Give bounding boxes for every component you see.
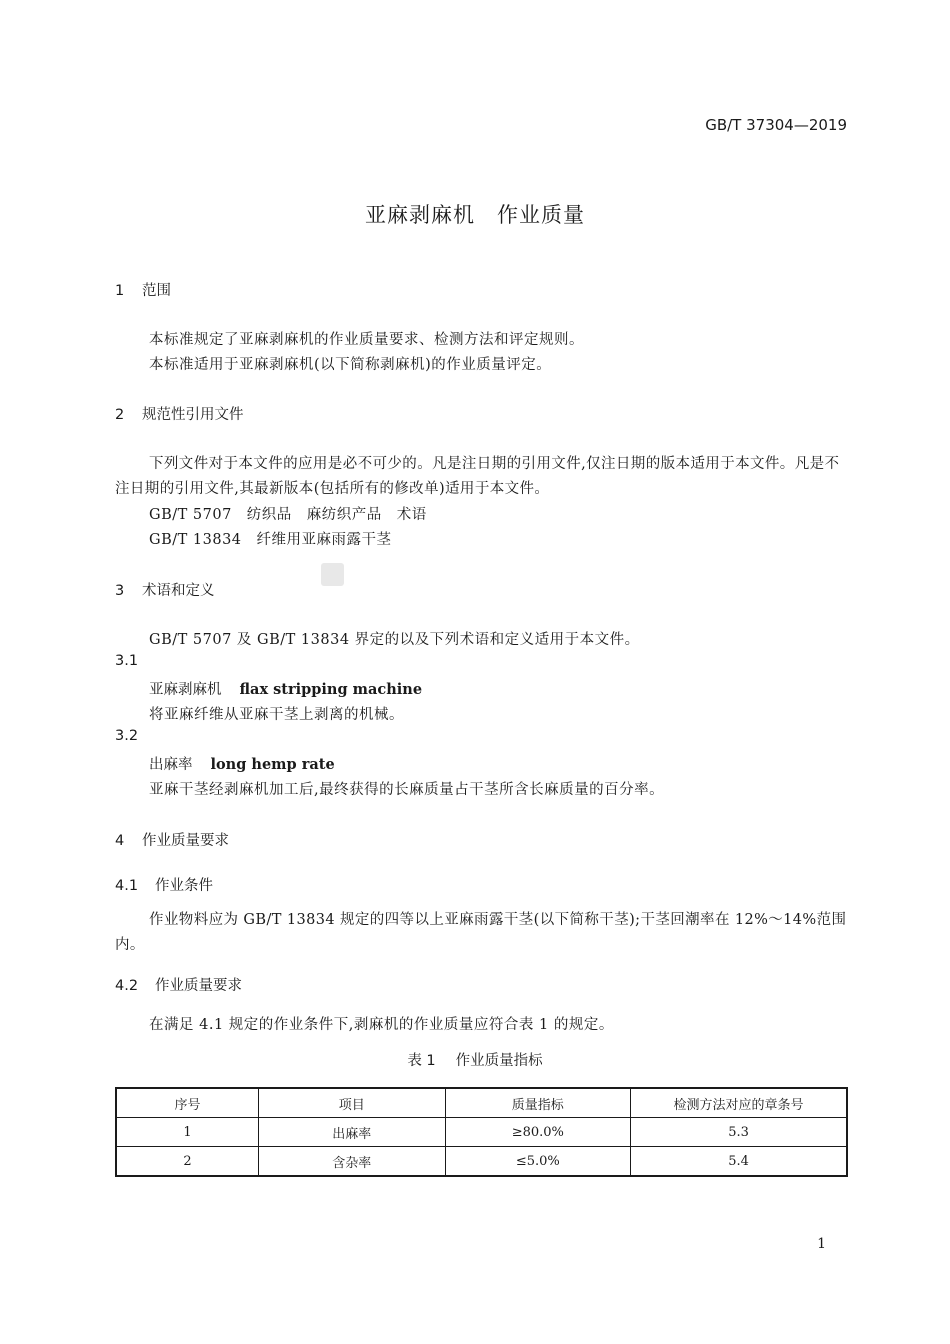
- term-definition: 亚麻干茎经剥麻机加工后,最终获得的长麻质量占干茎所含长麻质量的百分率。: [149, 782, 665, 798]
- term-en: flax stripping machine: [239, 681, 423, 698]
- table-label: 表 1: [407, 1053, 436, 1069]
- table-cell: 5.4: [631, 1147, 847, 1177]
- term-number: 3.1: [115, 653, 139, 669]
- table-row: [116, 1147, 847, 1177]
- term-en: long hemp rate: [210, 756, 335, 773]
- section-2-heading: [115, 403, 244, 424]
- section-title: 作业质量要求: [142, 833, 229, 849]
- section-number: 3: [115, 583, 125, 599]
- scan-mark: [321, 563, 344, 586]
- paragraph: 下列文件对于本文件的应用是必不可少的。凡是注日期的引用文件,仅注日期的版本适用于本文件。凡是不注日期的引用文件,其最新版本(包括所有的修改单)适用于本文件。: [115, 456, 840, 497]
- header-cell: 项目: [259, 1088, 445, 1118]
- term-number: 3.2: [115, 728, 139, 744]
- term-entry: [149, 678, 422, 699]
- subsection-4-1-heading: [115, 874, 213, 895]
- section-3-heading: [115, 579, 215, 600]
- page-title: 亚麻剥麻机 作业质量: [365, 203, 585, 227]
- paragraph: GB/T 5707 及 GB/T 13834 界定的以及下列术语和定义适用于本文件。: [149, 632, 640, 648]
- subsection-title: 作业质量要求: [155, 978, 242, 994]
- paragraph: 本标准适用于亚麻剥麻机(以下简称剥麻机)的作业质量评定。: [149, 357, 552, 373]
- section-4-heading: [115, 829, 229, 850]
- table-caption: [0, 1049, 950, 1070]
- standard-code: GB/T 37304—2019: [705, 116, 847, 134]
- subsection-4-2-heading: [115, 974, 242, 995]
- header-cell: 质量指标: [445, 1088, 631, 1118]
- header-cell: 序号: [116, 1088, 259, 1118]
- table-cell: 2: [116, 1147, 259, 1177]
- quality-table: [115, 1087, 848, 1177]
- section-number: 2: [115, 407, 125, 423]
- paragraph: 本标准规定了亚麻剥麻机的作业质量要求、检测方法和评定规则。: [149, 332, 584, 348]
- table-cell: 1: [116, 1118, 259, 1147]
- subsection-number: 4.1: [115, 878, 139, 894]
- section-number: 1: [115, 283, 125, 299]
- term-definition: 将亚麻纤维从亚麻干茎上剥离的机械。: [149, 707, 404, 723]
- table-header-row: [116, 1088, 847, 1118]
- paragraph: 在满足 4.1 规定的作业条件下,剥麻机的作业质量应符合表 1 的规定。: [149, 1017, 614, 1033]
- page-number: 1: [817, 1236, 826, 1252]
- subsection-title: 作业条件: [155, 878, 213, 894]
- table-row: [116, 1118, 847, 1147]
- term-zh: 亚麻剥麻机: [149, 682, 222, 698]
- term-entry: [149, 753, 335, 774]
- reference-item: GB/T 5707 纺织品 麻纺织产品 术语: [149, 507, 427, 523]
- section-1-heading: [115, 279, 171, 300]
- paragraph: 作业物料应为 GB/T 13834 规定的四等以上亚麻雨露干茎(以下简称干茎);干茎回潮率在 12%～14%范围内。: [115, 912, 847, 953]
- table-cell: ≤5.0%: [445, 1147, 631, 1177]
- term-zh: 出麻率: [149, 757, 193, 773]
- section-title: 术语和定义: [142, 583, 215, 599]
- header-cell: 检测方法对应的章条号: [631, 1088, 847, 1118]
- table-caption-text: 作业质量指标: [455, 1053, 543, 1069]
- table-cell: 含杂率: [259, 1147, 445, 1177]
- subsection-number: 4.2: [115, 978, 139, 994]
- section-title: 规范性引用文件: [142, 407, 244, 423]
- section-number: 4: [115, 833, 125, 849]
- reference-item: GB/T 13834 纤维用亚麻雨露干茎: [149, 532, 392, 548]
- table-cell: 5.3: [631, 1118, 847, 1147]
- section-title: 范围: [142, 283, 171, 299]
- table-cell: 出麻率: [259, 1118, 445, 1147]
- table-cell: ≥80.0%: [445, 1118, 631, 1147]
